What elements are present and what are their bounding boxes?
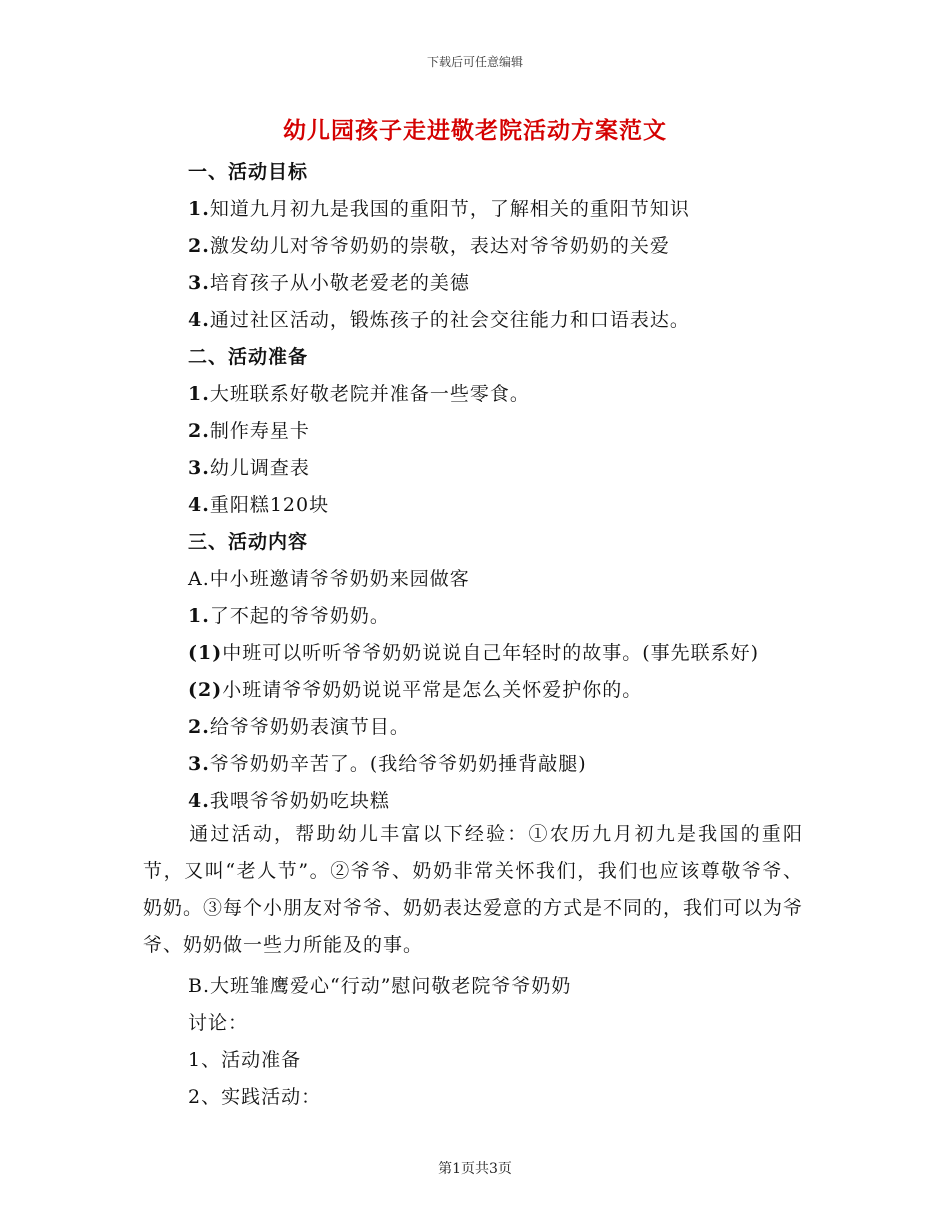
list-item: 2、实践活动： <box>188 1086 322 1108</box>
page-footer: 第1页共3页 <box>438 1161 512 1177</box>
item-text: 通过社区活动，锻炼孩子的社会交往能力和口语表达。 <box>209 309 690 331</box>
item-text: 大班联系好敬老院并准备一些零食。 <box>209 383 530 405</box>
discussion-label: 讨论： <box>188 1012 249 1034</box>
list-item <box>188 638 759 665</box>
item-text: 制作寿星卡 <box>209 420 310 442</box>
list-item <box>188 749 587 776</box>
item-number: 4. <box>188 494 210 516</box>
item-text: 中班可以听听爷爷奶奶说说自己年轻时的故事。(事先联系好) <box>222 642 760 664</box>
list-item <box>188 712 410 739</box>
list-item <box>188 379 530 406</box>
item-number: 1. <box>188 198 210 220</box>
item-number: 2. <box>188 420 210 442</box>
item-text: 知道九月初九是我国的重阳节，了解相关的重阳节知识 <box>209 198 690 220</box>
item-text: 我喂爷爷奶奶吃块糕 <box>209 790 390 812</box>
item-number: 2. <box>188 235 210 257</box>
item-number: 4. <box>188 309 210 331</box>
summary-paragraph <box>143 816 803 964</box>
item-text: 给爷爷奶奶表演节目。 <box>209 716 410 738</box>
list-item <box>188 194 690 221</box>
list-item: 1、活动准备 <box>188 1049 302 1071</box>
section-heading-content: 三、活动内容 <box>188 531 309 553</box>
list-item <box>188 786 390 813</box>
item-number: (1) <box>188 642 223 664</box>
list-item <box>188 675 642 702</box>
item-number: 3. <box>188 457 210 479</box>
item-text: 激发幼儿对爷爷奶奶的崇敬，表达对爷爷奶奶的关爱 <box>209 235 670 257</box>
item-text: 培育孩子从小敬老爱老的美德 <box>209 272 470 294</box>
part-b-heading: B.大班雏鹰爱心“行动”慰问敬老院爷爷奶奶 <box>188 975 572 997</box>
list-item <box>188 268 470 295</box>
item-number: 1. <box>188 605 210 627</box>
item-number: 4. <box>188 790 210 812</box>
item-number: 3. <box>188 753 210 775</box>
list-item <box>188 601 390 628</box>
part-a-heading: A.中小班邀请爷爷奶奶来园做客 <box>188 568 470 590</box>
section-heading-goals: 一、活动目标 <box>188 161 309 183</box>
document-title: 幼儿园孩子走进敬老院活动方案范文 <box>283 117 667 144</box>
item-number: (2) <box>188 679 223 701</box>
list-item <box>188 453 310 480</box>
list-item <box>188 305 690 332</box>
item-number: 1. <box>188 383 210 405</box>
list-item <box>188 490 329 517</box>
item-text: 小班请爷爷奶奶说说平常是怎么关怀爱护你的。 <box>222 679 643 701</box>
page-header: 下载后可任意编辑 <box>426 55 523 69</box>
item-text: 重阳糕120块 <box>209 494 330 516</box>
item-text: 幼儿调查表 <box>209 457 310 479</box>
summary-text: 通过活动，帮助幼儿丰富以下经验：①农历九月初九是我国的重阳节，又叫“老人节”。②爷爷、奶奶非常关怀我们，我们也应该尊敬爷爷、奶奶。③每个小朋友对爷爷、奶奶表达爱意的方式是不同的，我们可以为爷爷、奶奶做一些力所能及的事。 <box>143 823 804 956</box>
item-text: 了不起的爷爷奶奶。 <box>209 605 390 627</box>
item-text: 爷爷奶奶辛苦了。(我给爷爷奶奶捶背敲腿) <box>209 753 587 775</box>
list-item <box>188 416 310 443</box>
section-heading-prep: 二、活动准备 <box>188 346 309 368</box>
list-item <box>188 231 670 258</box>
item-number: 3. <box>188 272 210 294</box>
item-number: 2. <box>188 716 210 738</box>
